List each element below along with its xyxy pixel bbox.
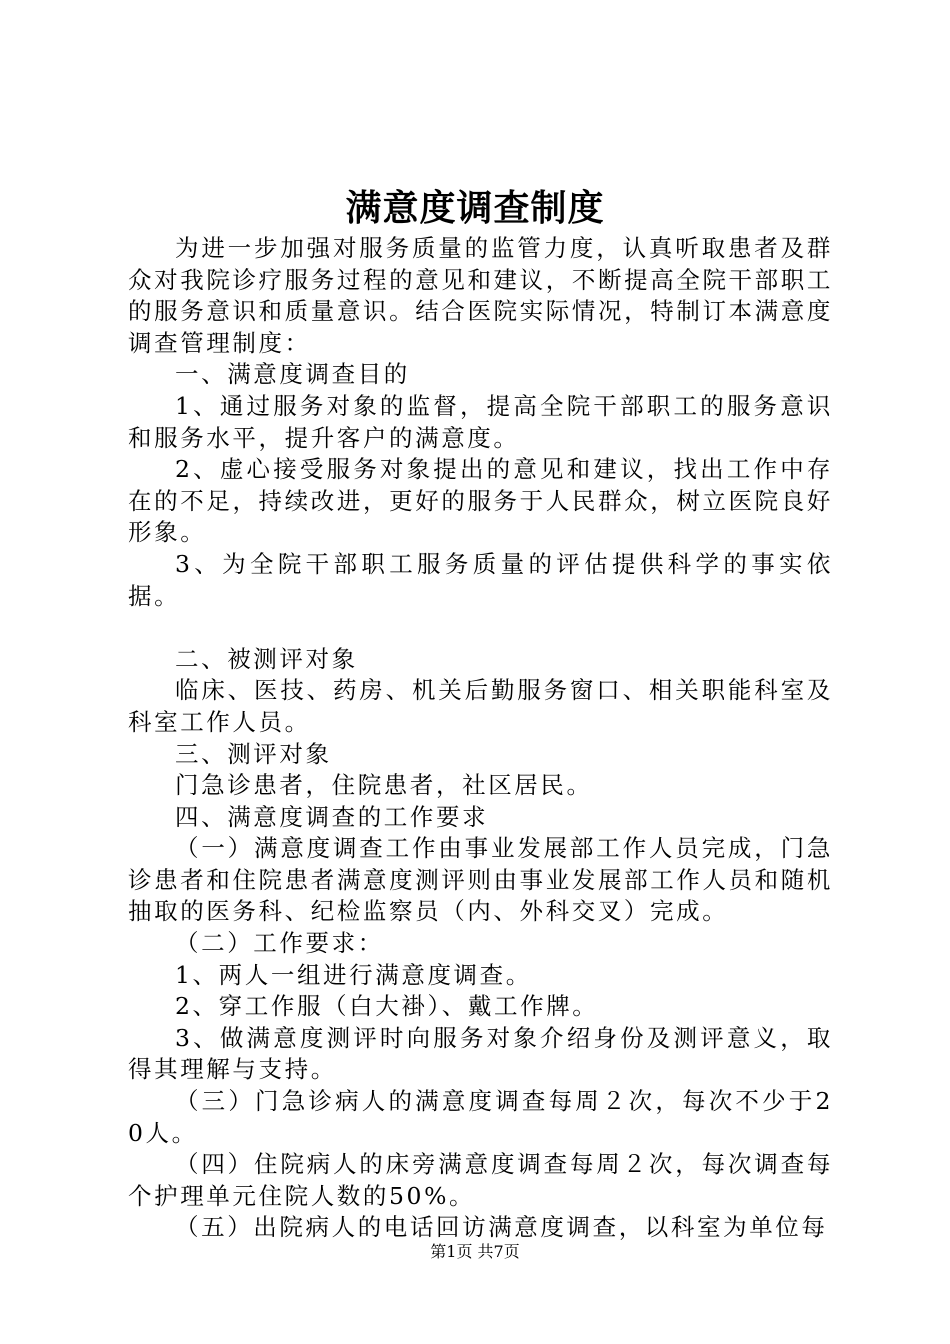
section-heading-evaluated: 二、被测评对象 (175, 644, 358, 673)
blank-line (128, 612, 833, 644)
section-heading-purpose: 一、满意度调查目的 (175, 360, 410, 389)
document-title: 满意度调查制度 (345, 187, 605, 229)
requirement-4: （四）住院病人的床旁满意度调查每周２次，每次调查每个护理单元住院人数的50%。 (128, 1150, 833, 1210)
requirement-2-heading: （二）工作要求： (175, 929, 384, 958)
section-heading-requirements: 四、满意度调查的工作要求 (175, 802, 489, 831)
page-footer: 第1页 共7页 (430, 1242, 520, 1261)
document-body (128, 233, 833, 1244)
requirement-1: （一）满意度调查工作由事业发展部工作人员完成，门急诊患者和住院患者满意度测评则由事业发展部工作人员和随机抽取的医务科、纪检监察员（内、外科交叉）完成。 (128, 834, 833, 926)
requirement-2-item-2: 2、穿工作服（白大褂）、戴工作牌。 (175, 992, 599, 1021)
intro-paragraph: 为进一步加强对服务质量的监管力度，认真听取患者及群众对我院诊疗服务过程的意见和建议，不断提高全院干部职工的服务意识和质量意识。结合医院实际情况，特制订本满意度调查管理制度： (128, 234, 833, 357)
requirement-3: （三）门急诊病人的满意度调查每周２次，每次不少于20人。 (128, 1087, 833, 1147)
purpose-item-1: 1、通过服务对象的监督，提高全院干部职工的服务意识和服务水平，提升客户的满意度。 (128, 391, 833, 452)
section-heading-respondents: 三、测评对象 (175, 739, 332, 768)
purpose-item-3: 3、为全院干部职工服务质量的评估提供科学的事实依据。 (128, 549, 833, 610)
requirement-2-item-1: 1、两人一组进行满意度调查。 (175, 960, 532, 989)
evaluated-paragraph: 临床、医技、药房、机关后勤服务窗口、相关职能科室及科室工作人员。 (128, 676, 833, 736)
requirement-5: （五）出院病人的电话回访满意度调查，以科室为单位每 (175, 1213, 828, 1242)
respondents-paragraph: 门急诊患者，住院患者，社区居民。 (175, 771, 593, 800)
requirement-2-item-3: 3、做满意度测评时向服务对象介绍身份及测评意义，取得其理解与支持。 (128, 1023, 833, 1084)
purpose-item-2: 2、虚心接受服务对象提出的意见和建议，找出工作中存在的不足，持续改进，更好的服务于人民群众，树立医院良好形象。 (128, 455, 833, 547)
